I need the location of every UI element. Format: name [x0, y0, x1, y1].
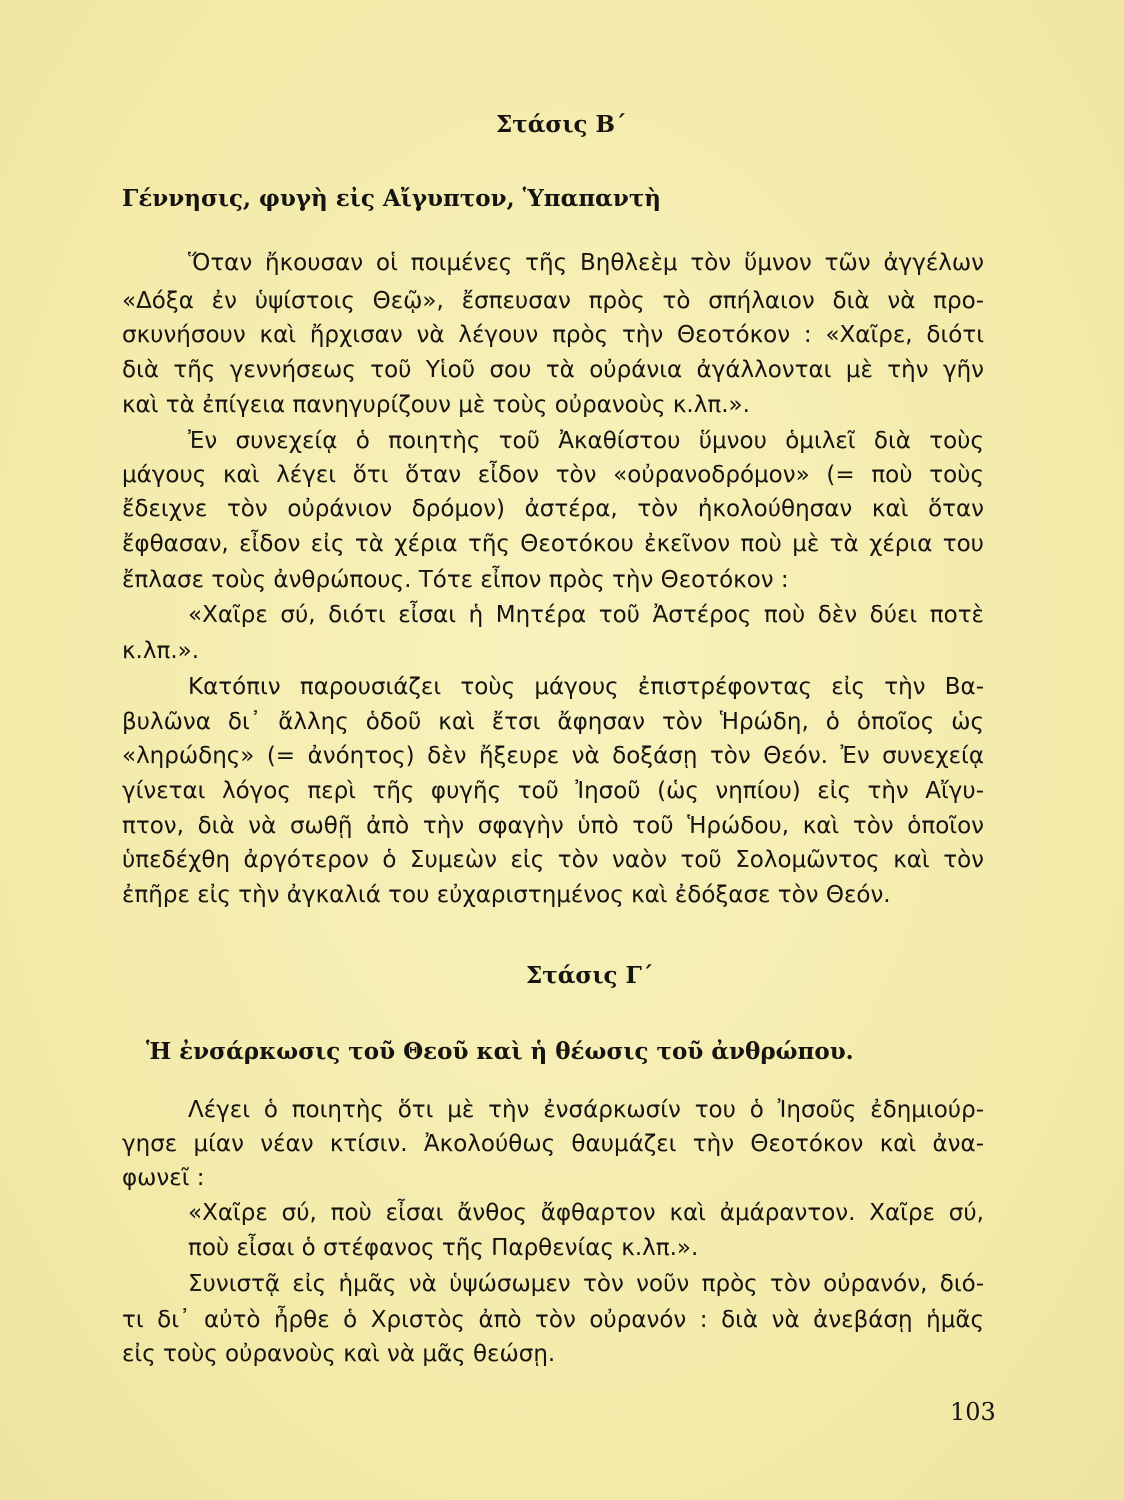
text-line: ὑπεδέχθη ἀργότερον ὁ Συμεὼν εἰς τὸν ναὸν τοῦ Σολομῶντος καὶ τὸν [122, 847, 984, 873]
text-line: Κατόπιν παρουσιάζει τοὺς μάγους ἐπιστρέφοντας εἰς τὴν Βα- [188, 674, 984, 700]
text-line: ἔδειχνε τὸν οὐράνιον δρόμον) ἀστέρα, τὸν ἠκολούθησαν καὶ ὅταν [122, 496, 984, 522]
text-line: τι δι᾽ αὐτὸ ἦρθε ὁ Χριστὸς ἀπὸ τὸν οὐρανόν : διὰ νὰ ἀνεβάσῃ ἡμᾶς [122, 1307, 984, 1333]
text-line: Λέγει ὁ ποιητὴς ὅτι μὲ τὴν ἐνσάρκωσίν του ὁ Ἰησοῦς ἐδημιούρ- [188, 1097, 984, 1123]
text-line: φωνεῖ : [122, 1165, 205, 1191]
section-b-subtitle: Γέννησις, φυγὴ εἰς Αἴγυπτον, Ὑπαπαντὴ [122, 185, 662, 212]
text-line: Συνιστᾷ εἰς ἡμᾶς νὰ ὑψώσωμεν τὸν νοῦν πρὸς τὸν οὐρανόν, διό- [188, 1271, 984, 1297]
page-number: 103 [950, 1398, 996, 1426]
text-line: ποὺ εἶσαι ὁ στέφανος τῆς Παρθενίας κ.λπ.». [188, 1235, 699, 1261]
text-line: «Χαῖρε σύ, ποὺ εἶσαι ἄνθος ἄφθαρτον καὶ ἀμάραντον. Χαῖρε σύ, [188, 1200, 984, 1226]
text-line: ἐπῆρε εἰς τὴν ἀγκαλιά του εὐχαριστημένος καὶ ἐδόξασε τὸν Θεόν. [122, 882, 891, 908]
text-line: βυλῶνα δι᾽ ἄλλης ὁδοῦ καὶ ἔτσι ἄφησαν τὸν Ἡρώδη, ὁ ὁποῖος ὡς [122, 709, 984, 735]
section-b-title: Στάσις Β΄ [496, 111, 627, 138]
section-c-title: Στάσις Γ΄ [526, 962, 654, 989]
text-line: πτον, διὰ νὰ σωθῇ ἀπὸ τὴν σφαγὴν ὑπὸ τοῦ Ἡρώδου, καὶ τὸν ὁποῖον [122, 813, 984, 839]
section-c-subtitle: Ἡ ἐνσάρκωσις τοῦ Θεοῦ καὶ ἡ θέωσις τοῦ ἀνθρώπου. [146, 1038, 854, 1065]
text-line: «ληρώδης» (= ἀνόητος) δὲν ἤξευρε νὰ δοξάσῃ τὸν Θεόν. Ἐν συνεχείᾳ [122, 743, 984, 769]
text-line: ἔφθασαν, εἶδον εἰς τὰ χέρια τῆς Θεοτόκου ἐκεῖνον ποὺ μὲ τὰ χέρια του [122, 531, 984, 557]
text-line: Ἐν συνεχείᾳ ὁ ποιητὴς τοῦ Ἀκαθίστου ὕμνου ὁμιλεῖ διὰ τοὺς [188, 428, 984, 454]
text-line: γησε μίαν νέαν κτίσιν. Ἀκολούθως θαυμάζει τὴν Θεοτόκον καὶ ἀνα- [122, 1131, 984, 1157]
text-line: διὰ τῆς γεννήσεως τοῦ Υἱοῦ σου τὰ οὐράνια ἀγάλλονται μὲ τὴν γῆν [122, 357, 984, 383]
text-line: μάγους καὶ λέγει ὅτι ὅταν εἶδον τὸν «οὐρανοδρόμον» (= ποὺ τοὺς [122, 462, 984, 488]
text-line: «Χαῖρε σύ, διότι εἶσαι ἡ Μητέρα τοῦ Ἀστέρος ποὺ δὲν δύει ποτὲ [188, 602, 984, 628]
text-line: εἰς τοὺς οὐρανοὺς καὶ νὰ μᾶς θεώσῃ. [122, 1341, 556, 1367]
text-line: Ὅταν ἤκουσαν οἱ ποιμένες τῆς Βηθλεὲμ τὸν ὕμνον τῶν ἀγγέλων [188, 250, 984, 276]
text-line: σκυνήσουν καὶ ἤρχισαν νὰ λέγουν πρὸς τὴν Θεοτόκον : «Χαῖρε, διότι [122, 322, 984, 348]
text-line: ἔπλασε τοὺς ἀνθρώπους. Τότε εἶπον πρὸς τὴν Θεοτόκον : [122, 567, 789, 593]
text-line: γίνεται λόγος περὶ τῆς φυγῆς τοῦ Ἰησοῦ (ὡς νηπίου) εἰς τὴν Αἴγυ- [122, 778, 984, 804]
text-line: κ.λπ.». [122, 638, 200, 664]
text-line: καὶ τὰ ἐπίγεια πανηγυρίζουν μὲ τοὺς οὐρανοὺς κ.λπ.». [122, 392, 750, 418]
text-line: «Δόξα ἐν ὑψίστοις Θεῷ», ἔσπευσαν πρὸς τὸ σπήλαιον διὰ νὰ προ- [122, 288, 984, 314]
